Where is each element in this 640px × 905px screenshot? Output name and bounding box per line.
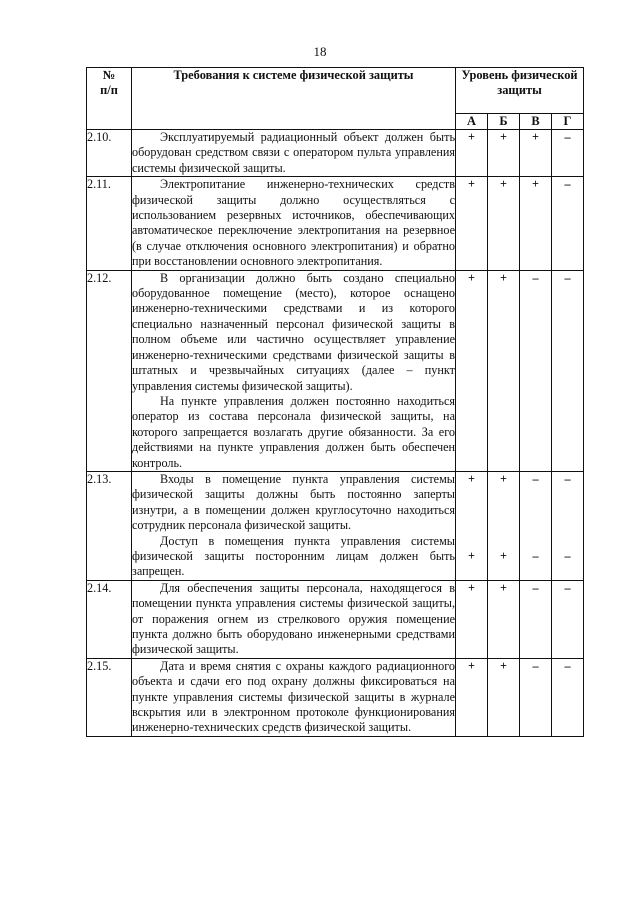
level-a-mark: + bbox=[456, 658, 488, 736]
level-g-mark: – bbox=[552, 658, 584, 736]
requirement-paragraph: Входы в помещение пункта управления системы физической защиты должны быть постоянно заперты изнутри, а в помещении должен круглосуточно находиться сотрудник персонала физической защиты. bbox=[132, 471, 455, 533]
level-b-mark bbox=[488, 471, 520, 580]
mark-first: – bbox=[532, 471, 539, 486]
requirement-paragraph: Доступ в помещения пункта управления системы физической защиты посторонним лицам должен быть запрещен. bbox=[132, 533, 455, 579]
level-v-mark: – bbox=[520, 658, 552, 736]
row-number: 2.12. bbox=[87, 270, 132, 471]
table-row bbox=[87, 177, 584, 270]
level-b-mark: + bbox=[488, 580, 520, 658]
page-number: 18 bbox=[313, 44, 327, 59]
level-g-mark: – bbox=[552, 177, 584, 270]
requirement-paragraph: Дата и время снятия с охраны каждого радиационного объекта и сдачи его под охрану должны фиксироваться на пункте управления системы физической защиты в журнале вскрытия или в электронном протоколе функционирования инженерно-технических средств физической защиты. bbox=[132, 658, 455, 735]
level-a-mark: + bbox=[456, 177, 488, 270]
requirement-text bbox=[132, 580, 456, 658]
requirement-paragraph: Эксплуатируемый радиационный объект должен быть оборудован средством связи с оператором пульта управления системы физической защиты. bbox=[132, 130, 455, 175]
level-b-mark: + bbox=[488, 177, 520, 270]
table-row bbox=[87, 580, 584, 658]
level-a-mark: + bbox=[456, 130, 488, 177]
level-a-mark: + bbox=[456, 270, 488, 471]
number-header-line2: п/п bbox=[100, 83, 118, 97]
column-header-protection-level: Уровень физической защиты bbox=[456, 68, 584, 114]
table-row bbox=[87, 658, 584, 736]
requirement-text bbox=[132, 658, 456, 736]
level-b-mark: + bbox=[488, 130, 520, 177]
mark-first: + bbox=[500, 471, 507, 486]
mark-second: – bbox=[532, 548, 539, 563]
requirement-text bbox=[132, 471, 456, 580]
level-v-mark: + bbox=[520, 130, 552, 177]
level-a-mark bbox=[456, 471, 488, 580]
level-g-mark bbox=[552, 471, 584, 580]
requirements-table bbox=[86, 67, 584, 737]
row-number: 2.10. bbox=[87, 130, 132, 177]
row-number: 2.13. bbox=[87, 471, 132, 580]
level-g-mark: – bbox=[552, 270, 584, 471]
level-v-mark: – bbox=[520, 580, 552, 658]
row-number: 2.14. bbox=[87, 580, 132, 658]
table-row bbox=[87, 130, 584, 177]
column-header-number bbox=[87, 68, 132, 130]
requirement-paragraph: В организации должно быть создано специально оборудованное помещение (место), которое оснащено инженерно-техническими средствами и из которого специально назначенный персонал физической защиты в полном объеме или частично осуществляет управление инженерно-техническими средствами физической защиты в штатных и чрезвычайных ситуациях (далее – пункт управления системы физической защиты). bbox=[132, 270, 455, 393]
level-header-b: Б bbox=[488, 114, 520, 130]
table-row bbox=[87, 471, 584, 580]
mark-second: – bbox=[564, 548, 571, 563]
mark-second: + bbox=[500, 548, 507, 563]
row-number: 2.11. bbox=[87, 177, 132, 270]
level-a-mark: + bbox=[456, 580, 488, 658]
mark-second: + bbox=[468, 548, 475, 563]
number-header-line1: № bbox=[102, 68, 116, 82]
level-b-mark: + bbox=[488, 270, 520, 471]
level-v-mark: + bbox=[520, 177, 552, 270]
row-number: 2.15. bbox=[87, 658, 132, 736]
level-g-mark: – bbox=[552, 130, 584, 177]
level-g-mark: – bbox=[552, 580, 584, 658]
requirement-text bbox=[132, 270, 456, 471]
requirement-paragraph: На пункте управления должен постоянно находиться оператор из состава персонала физической защиты, на которого запрещается возлагать другие обязанности. За его действиями на пункте управления должен быть обеспечен контроль. bbox=[132, 393, 455, 470]
level-header-v: В bbox=[520, 114, 552, 130]
level-header-g: Г bbox=[552, 114, 584, 130]
level-header-a: А bbox=[456, 114, 488, 130]
requirement-paragraph: Для обеспечения защиты персонала, находящегося в помещении пункта управления системы физической защиты, от поражения огнем из стрелкового оружия помещение пункта должно быть оборудовано инженерными средствами физической защиты. bbox=[132, 580, 455, 657]
level-b-mark: + bbox=[488, 658, 520, 736]
column-header-requirements: Требования к системе физической защиты bbox=[132, 68, 456, 130]
requirement-text bbox=[132, 130, 456, 177]
level-v-mark bbox=[520, 471, 552, 580]
requirement-text bbox=[132, 177, 456, 270]
mark-first: – bbox=[564, 471, 571, 486]
table-row bbox=[87, 270, 584, 471]
requirement-paragraph: Электропитание инженерно-технических средств физической защиты должно осуществляться с использованием резервных источников, обеспечивающих автоматическое переключение электропитания на резервное (в случае отключения основного электропитания) и обратно при восстановлении основного электропитания. bbox=[132, 177, 455, 269]
mark-first: + bbox=[468, 471, 475, 486]
level-v-mark: – bbox=[520, 270, 552, 471]
